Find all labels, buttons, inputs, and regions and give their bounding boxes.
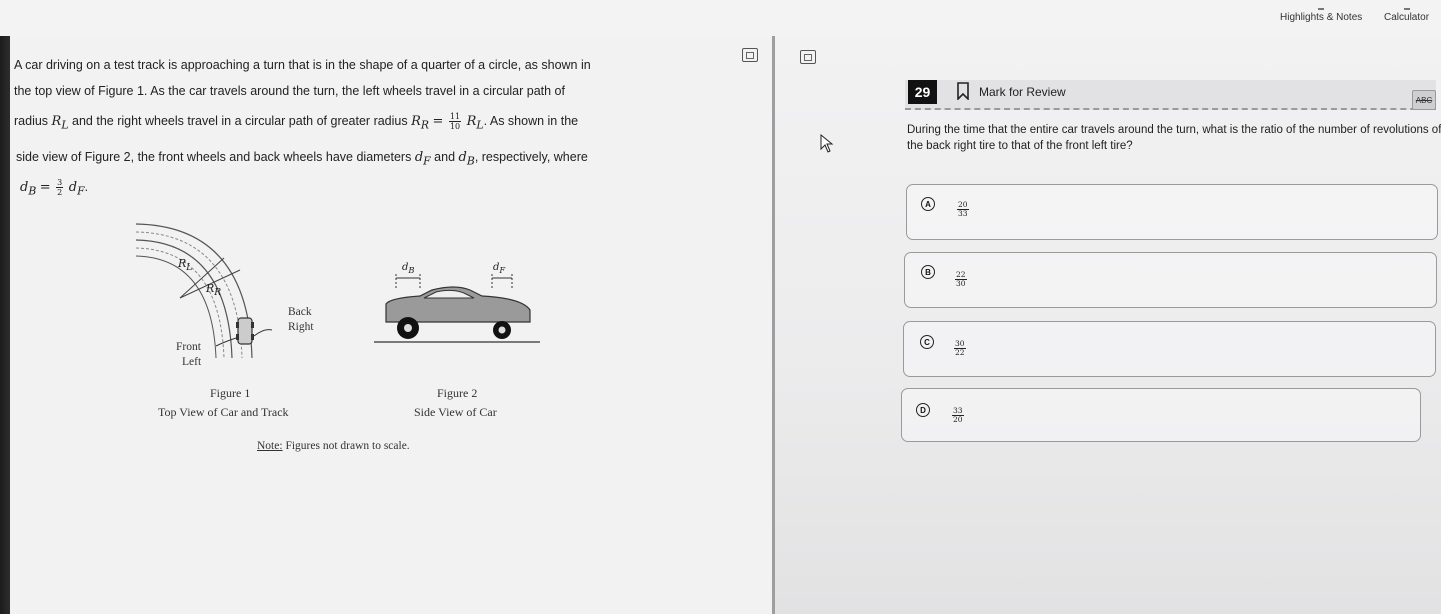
choice-letter-bubble: C (920, 335, 934, 349)
passage-text: and (434, 150, 456, 164)
math-fraction (449, 112, 461, 131)
fraction-denominator: 22 (955, 348, 965, 357)
math-subscript: F (423, 154, 431, 168)
figure2-label-db (402, 262, 415, 275)
math-db (458, 150, 475, 168)
math-rr (411, 113, 430, 132)
passage-line-3 (14, 112, 578, 131)
expand-passage-icon[interactable] (742, 48, 758, 62)
figure2-label-df (493, 262, 505, 275)
answer-eliminator-button[interactable]: ABC (1412, 90, 1436, 110)
highlights-notes-button[interactable] (1280, 8, 1362, 23)
choice-c[interactable] (903, 321, 1436, 377)
math-subscript: B (466, 154, 475, 168)
top-toolbar (0, 0, 1441, 38)
choice-letter-bubble: A (921, 197, 935, 211)
math-symbol: d (493, 262, 500, 273)
figure2-caption-number: Figure 2 (437, 386, 478, 400)
question-text-line-2: the back right tire to that of the front left tire? (907, 140, 1133, 152)
figure1-label-rl (178, 257, 192, 273)
figure1-back-label: Back (288, 306, 312, 318)
passage-line-2: the top view of Figure 1. As the car travels around the turn, the left wheels travel in a circular path of (14, 84, 565, 98)
fraction-numerator: 3 (57, 178, 63, 187)
math-subscript: F (499, 265, 506, 275)
math-symbol: R (51, 113, 62, 129)
highlighter-icon (1318, 8, 1324, 10)
math-symbol: R (466, 113, 477, 129)
choice-fraction (952, 407, 964, 424)
figure1-caption-title: Top View of Car and Track (158, 405, 289, 419)
choice-fraction (954, 340, 966, 357)
figure1-left-label: Left (182, 356, 202, 368)
collapse-panel-icon[interactable] (800, 50, 816, 64)
fraction-numerator: 30 (955, 339, 965, 348)
figure2-car (374, 274, 540, 342)
bookmark-icon[interactable] (957, 82, 969, 100)
math-subscript: L (476, 118, 484, 132)
highlights-notes-label: Highlights & Notes (1280, 12, 1363, 23)
math-symbol: R (206, 282, 215, 295)
figure1-right-label: Right (288, 321, 314, 333)
choice-letter-bubble: B (921, 265, 935, 279)
math-subscript: B (408, 265, 415, 275)
figure-note (257, 440, 410, 452)
fraction-denominator: 30 (956, 279, 966, 288)
fraction-denominator: 20 (953, 415, 963, 424)
note-prefix: Note: (257, 440, 283, 452)
question-number: 29 (908, 80, 937, 104)
calculator-icon (1404, 8, 1410, 10)
figure1-label-rr (206, 282, 221, 298)
math-symbol: d (414, 150, 424, 165)
passage-text: radius (14, 113, 49, 128)
fraction-denominator: 33 (958, 209, 968, 218)
note-text: Figures not drawn to scale. (282, 440, 410, 452)
math-subscript: F (77, 184, 85, 198)
passage-line-5 (20, 178, 88, 197)
choice-a[interactable] (906, 184, 1438, 240)
passage-text: , respectively, where (474, 150, 588, 164)
math-subscript: R (420, 118, 430, 132)
choice-b[interactable] (904, 252, 1437, 308)
math-subscript: L (186, 262, 193, 274)
passage-text: side view of Figure 2, the front wheels and back wheels have diameters (16, 150, 412, 164)
figure1-caption-number: Figure 1 (210, 386, 251, 400)
math-df (68, 179, 85, 198)
choice-fraction (955, 271, 967, 288)
math-symbol: R (178, 257, 187, 270)
math-fraction (56, 178, 63, 197)
mark-for-review-label[interactable]: Mark for Review (979, 85, 1066, 99)
math-equals: = (432, 113, 444, 129)
figure1-front-label: Front (176, 341, 201, 353)
fraction-numerator: 33 (953, 406, 963, 415)
fraction-numerator: 11 (449, 112, 461, 121)
math-df (414, 150, 431, 168)
figure1-track (136, 224, 272, 358)
passage-line-4 (16, 150, 588, 168)
math-equals: = (39, 179, 51, 195)
question-text-line-1: During the time that the entire car travels around the turn, what is the ratio of the number of revolutions of (907, 124, 1441, 136)
math-symbol: R (411, 113, 421, 129)
passage-text: . As shown in the (483, 113, 579, 128)
math-rl (466, 113, 484, 132)
math-db (20, 179, 37, 198)
passage-text: . (84, 179, 89, 194)
choice-fraction (957, 201, 969, 218)
figure2-caption-title: Side View of Car (414, 405, 497, 419)
choice-d[interactable] (901, 388, 1421, 442)
math-rl (51, 113, 69, 132)
calculator-button[interactable] (1384, 8, 1429, 23)
math-subscript: B (28, 184, 37, 198)
passage-line-1: A car driving on a test track is approaching a turn that is in the shape of a quarter of a circle, as shown in (14, 58, 591, 72)
math-subscript: R (214, 287, 222, 299)
math-symbol: d (68, 179, 78, 195)
figures-illustration (120, 218, 560, 378)
math-symbol: d (402, 262, 409, 273)
math-symbol: d (20, 179, 29, 195)
calculator-label: Calculator (1384, 12, 1430, 23)
fraction-denominator: 10 (449, 122, 461, 131)
fraction-numerator: 22 (956, 270, 966, 279)
math-symbol: d (458, 150, 467, 165)
math-subscript: L (61, 118, 69, 132)
passage-text: and the right wheels travel in a circular path of greater radius (72, 113, 408, 128)
mouse-cursor-icon (820, 134, 834, 154)
fraction-numerator: 20 (958, 200, 968, 209)
fraction-denominator: 2 (57, 188, 63, 197)
choice-letter-bubble: D (916, 403, 930, 417)
